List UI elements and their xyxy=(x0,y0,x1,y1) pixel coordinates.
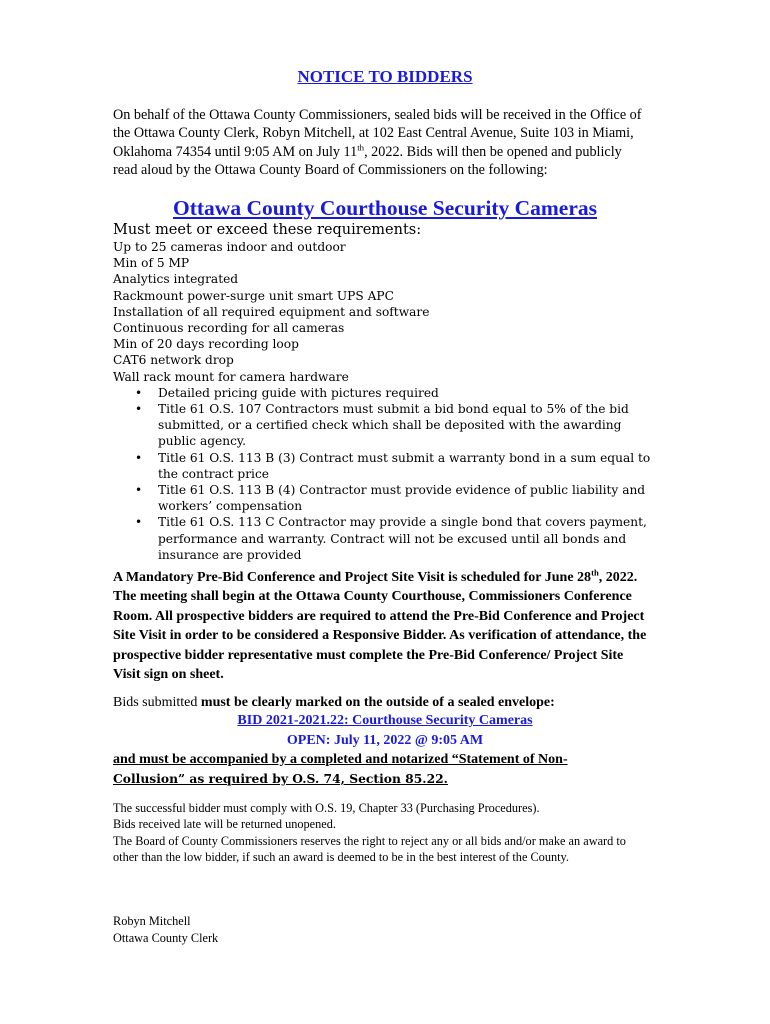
requirement-item: Min of 20 days recording loop xyxy=(113,337,299,352)
intro-superscript: th xyxy=(357,141,365,152)
closing-line: The successful bidder must comply with O.S. 19, Chapter 33 (Purchasing Procedures). xyxy=(113,801,540,815)
closing-line: Bids received late will be returned unopened. xyxy=(113,817,336,832)
bullet-icon: • xyxy=(135,450,143,465)
bullet-item xyxy=(113,401,653,450)
bullet-item xyxy=(113,385,653,401)
requirement-item: Rackmount power-surge unit smart UPS APC xyxy=(113,288,394,303)
notice-title: NOTICE TO BIDDERS xyxy=(297,67,473,86)
bullet-list xyxy=(113,385,653,563)
bullet-icon: • xyxy=(135,385,143,400)
mandatory-superscript: th xyxy=(591,567,599,578)
bullet-text: Title 61 O.S. 113 C Contractor may provide a single bond that covers payment, performance and warranty. Contract will not be excused until all bonds and insurance are provided xyxy=(158,515,647,562)
requirements-heading: Must meet or exceed these requirements: xyxy=(113,222,422,238)
requirement-item: Analytics integrated xyxy=(113,272,239,287)
bullet-text: Title 61 O.S. 113 B (3) Contract must submit a warranty bond in a sum equal to the contract price xyxy=(158,450,651,481)
requirement-item: Continuous recording for all cameras xyxy=(113,321,345,336)
bullet-icon: • xyxy=(135,402,143,417)
requirement-item: Min of 5 MP xyxy=(113,256,190,271)
bid-label: BID 2021-2021.22: Courthouse Security Cameras xyxy=(237,713,533,728)
requirement-item: Wall rack mount for camera hardware xyxy=(113,369,349,384)
bullet-icon: • xyxy=(135,483,143,498)
bullet-item xyxy=(113,514,653,563)
requirement-item: Up to 25 cameras indoor and outdoor xyxy=(113,240,346,254)
bids-submitted-plain: Bids submitted xyxy=(113,695,201,710)
bullet-text: Title 61 O.S. 113 B (4) Contractor must provide evidence of public liability and workers’ compensation xyxy=(158,483,646,514)
requirement-item: Installation of all required equipment and software xyxy=(113,304,430,319)
bullet-text: Title 61 O.S. 107 Contractors must submit a bid bond equal to 5% of the bid submitted, or a certified check which shall be deposited with the awarding public agency. xyxy=(158,402,629,449)
bullet-text: Detailed pricing guide with pictures required xyxy=(158,385,439,400)
project-title: Ottawa County Courthouse Security Cameras xyxy=(173,196,597,220)
open-date-label: OPEN: July 11, 2022 @ 9:05 AM xyxy=(286,733,484,748)
closing-line: The Board of County Commissioners reserves the right to reject any or all bids and/or make an award to other than the low bidder, if such an award is deemed to be in the best interest of the County. xyxy=(113,833,626,864)
mandatory-text-part1: A Mandatory Pre-Bid Conference and Project Site Visit is scheduled for June 28 xyxy=(113,570,592,585)
requirement-item: CAT6 network drop xyxy=(113,353,234,368)
bullet-item xyxy=(113,450,653,482)
mandatory-conference-paragraph xyxy=(113,568,653,684)
bullet-item xyxy=(113,482,653,514)
requirements-block xyxy=(113,239,653,563)
intro-text-part2: , 2022. Bids will then be opened and publicly read aloud by the Ottawa County Board of Commissioners on the following: xyxy=(113,143,622,178)
intro-paragraph xyxy=(113,106,643,179)
closing-paragraphs xyxy=(113,800,653,865)
accompanied-statement: and must be accompanied by a completed and notarized “Statement of Non- xyxy=(113,752,568,767)
bullet-icon: • xyxy=(135,515,143,530)
bids-submitted-bold: must be clearly marked on the outside of a sealed envelope: xyxy=(200,695,555,710)
signature-name: Robyn Mitchell xyxy=(113,914,191,928)
signature-block xyxy=(113,913,218,946)
bids-submitted-line xyxy=(113,695,653,711)
signature-title: Ottawa County Clerk xyxy=(113,930,219,945)
intro-text-part1: On behalf of the Ottawa County Commissioners, sealed bids will be received in the Office of the Ottawa County Clerk, Robyn Mitchell, at 102 East Central Avenue, Suite 103 in Miami, Oklahoma 74354 until 9:05 AM on July 11 xyxy=(113,107,642,160)
mandatory-text-part2: , 2022. The meeting shall begin at the Ottawa County Courthouse, Commissioners Conference Room. All prospective bidders are required to attend the Pre-Bid Conference and Project Site Visit in order to be considered a Responsive Bidder. As verification of attendance, the prospective bidder representative must complete the Pre-Bid Conference/ Project Site Visit sign on sheet. xyxy=(113,570,647,683)
collusion-statement: Collusion” as required by O.S. 74, Section 85.22. xyxy=(113,771,448,786)
